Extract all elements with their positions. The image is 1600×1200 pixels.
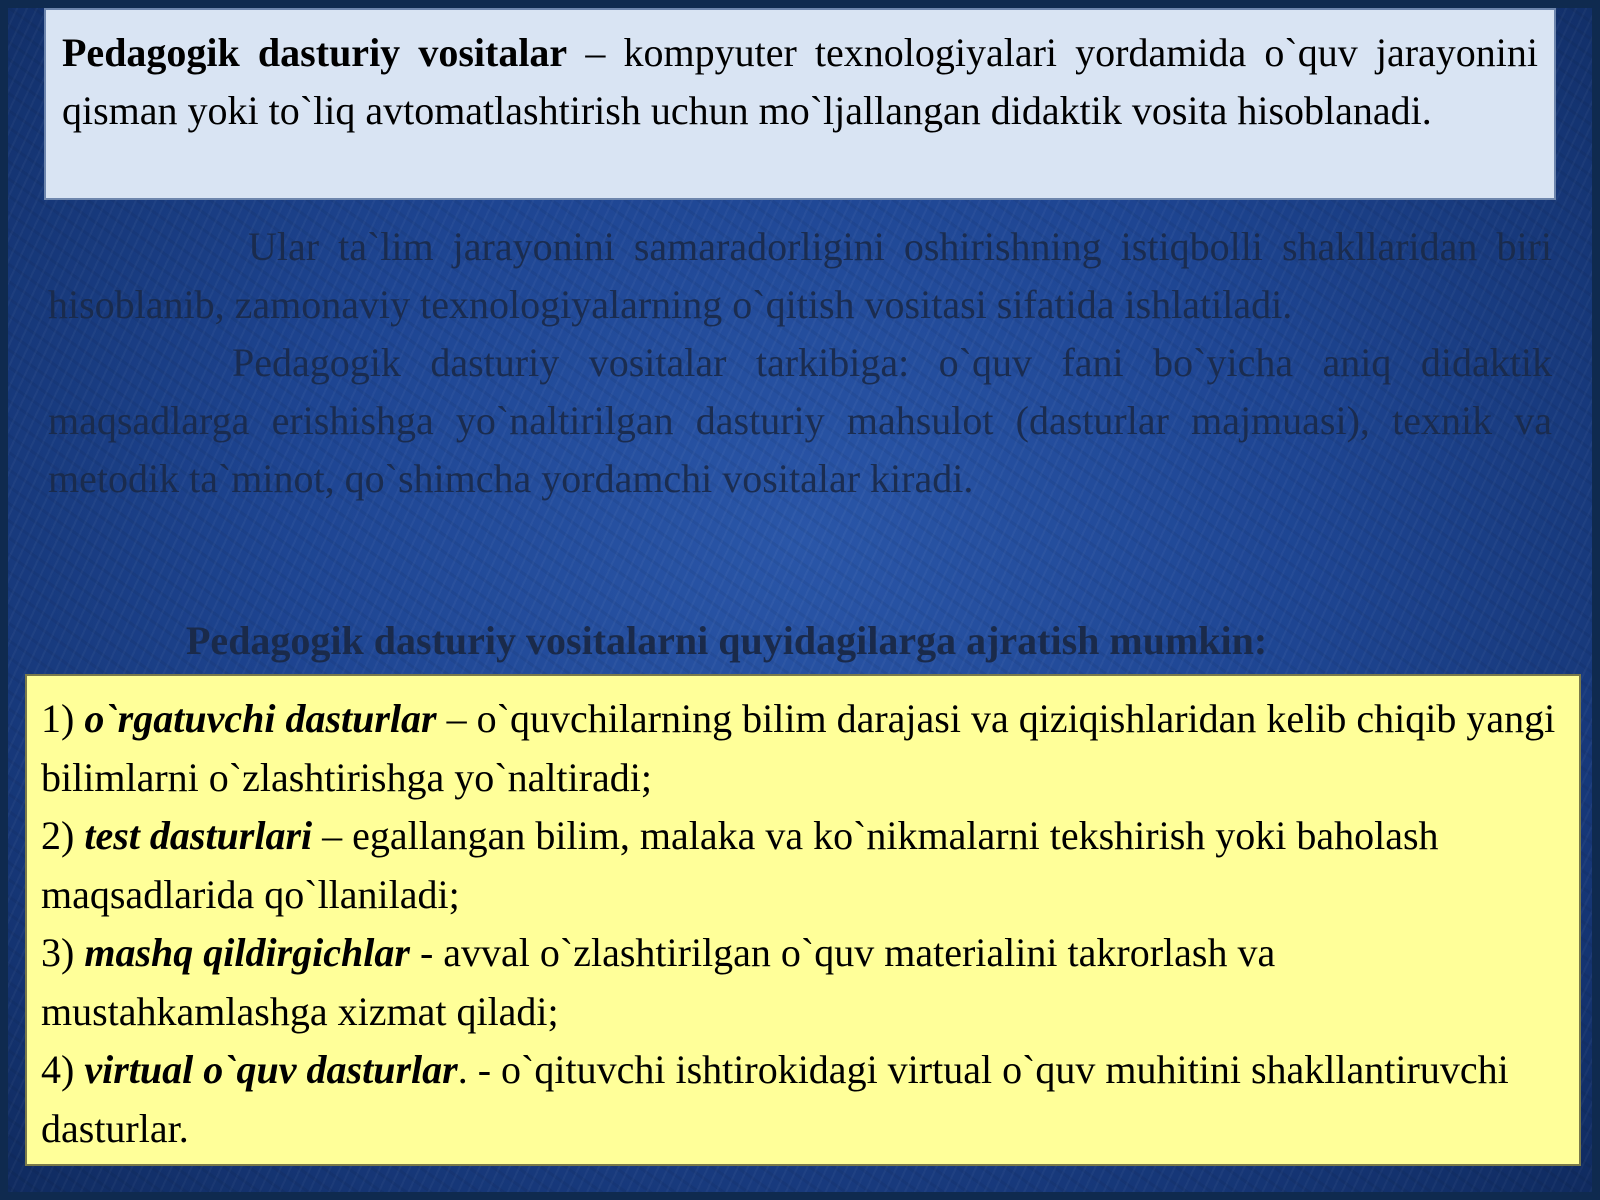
list-item-number: 3)	[41, 930, 85, 975]
list-item-text: – o`quvchilarning bilim darajasi va qiziqishlaridan kelib chiqib yangi bilimlarni o`zlashtirishga yo`naltiradi;	[41, 696, 1556, 800]
body-paragraph-1: Ular ta`lim jarayonini samaradorligini oshirishning istiqbolli shakllaridan biri hisoblanib, zamonaviy texnologiyalarning o`qitish vositasi sifatida ishlatiladi.	[48, 224, 1552, 327]
types-list	[25, 674, 1581, 1166]
list-item-text: - avval o`zlashtirilgan o`quv materialini takrorlash va mustahkamlashga xizmat qiladi;	[41, 930, 1276, 1034]
definition-text: – kompyuter texnologiyalari yordamida o`quv jarayonini qisman yoki to`liq avtomatlashtirish uchun mo`ljallangan didaktik vosita hisoblanadi.	[62, 30, 1538, 133]
list-item-term: o`rgatuvchi dasturlar	[84, 696, 437, 741]
list-item-term: virtual o`quv dasturlar	[84, 1047, 458, 1092]
list-item-text: . - o`qituvchi ishtirokidagi virtual o`quv muhitini shakllantiruvchi dasturlar.	[41, 1047, 1509, 1151]
definition-term: Pedagogik dasturiy vositalar	[62, 30, 568, 75]
list-item	[41, 807, 1565, 924]
list-item-number: 1)	[41, 696, 85, 741]
list-item-number: 2)	[41, 813, 85, 858]
list-item	[41, 924, 1565, 1041]
body-text	[48, 218, 1552, 508]
list-item	[41, 1041, 1565, 1158]
definition-box	[44, 8, 1556, 200]
list-item-term: mashq qildirgichlar	[84, 930, 410, 975]
list-item-number: 4)	[41, 1047, 85, 1092]
body-paragraph-2: Pedagogik dasturiy vositalar tarkibiga: o`quv fani bo`yicha aniq didaktik maqsadlarga erishishga yo`naltirilgan dasturiy mahsulot (dasturlar majmuasi), texnik va metodik ta`minot, qo`shimcha yordamchi vositalar kiradi.	[48, 340, 1552, 501]
list-heading: Pedagogik dasturiy vositalarni quyidagilarga ajratish mumkin:	[186, 618, 1268, 663]
list-item-text: – egallangan bilim, malaka va ko`nikmalarni tekshirish yoki baholash maqsadlarida qo`llaniladi;	[41, 813, 1439, 917]
list-item	[41, 690, 1565, 807]
list-item-term: test dasturlari	[84, 813, 313, 858]
